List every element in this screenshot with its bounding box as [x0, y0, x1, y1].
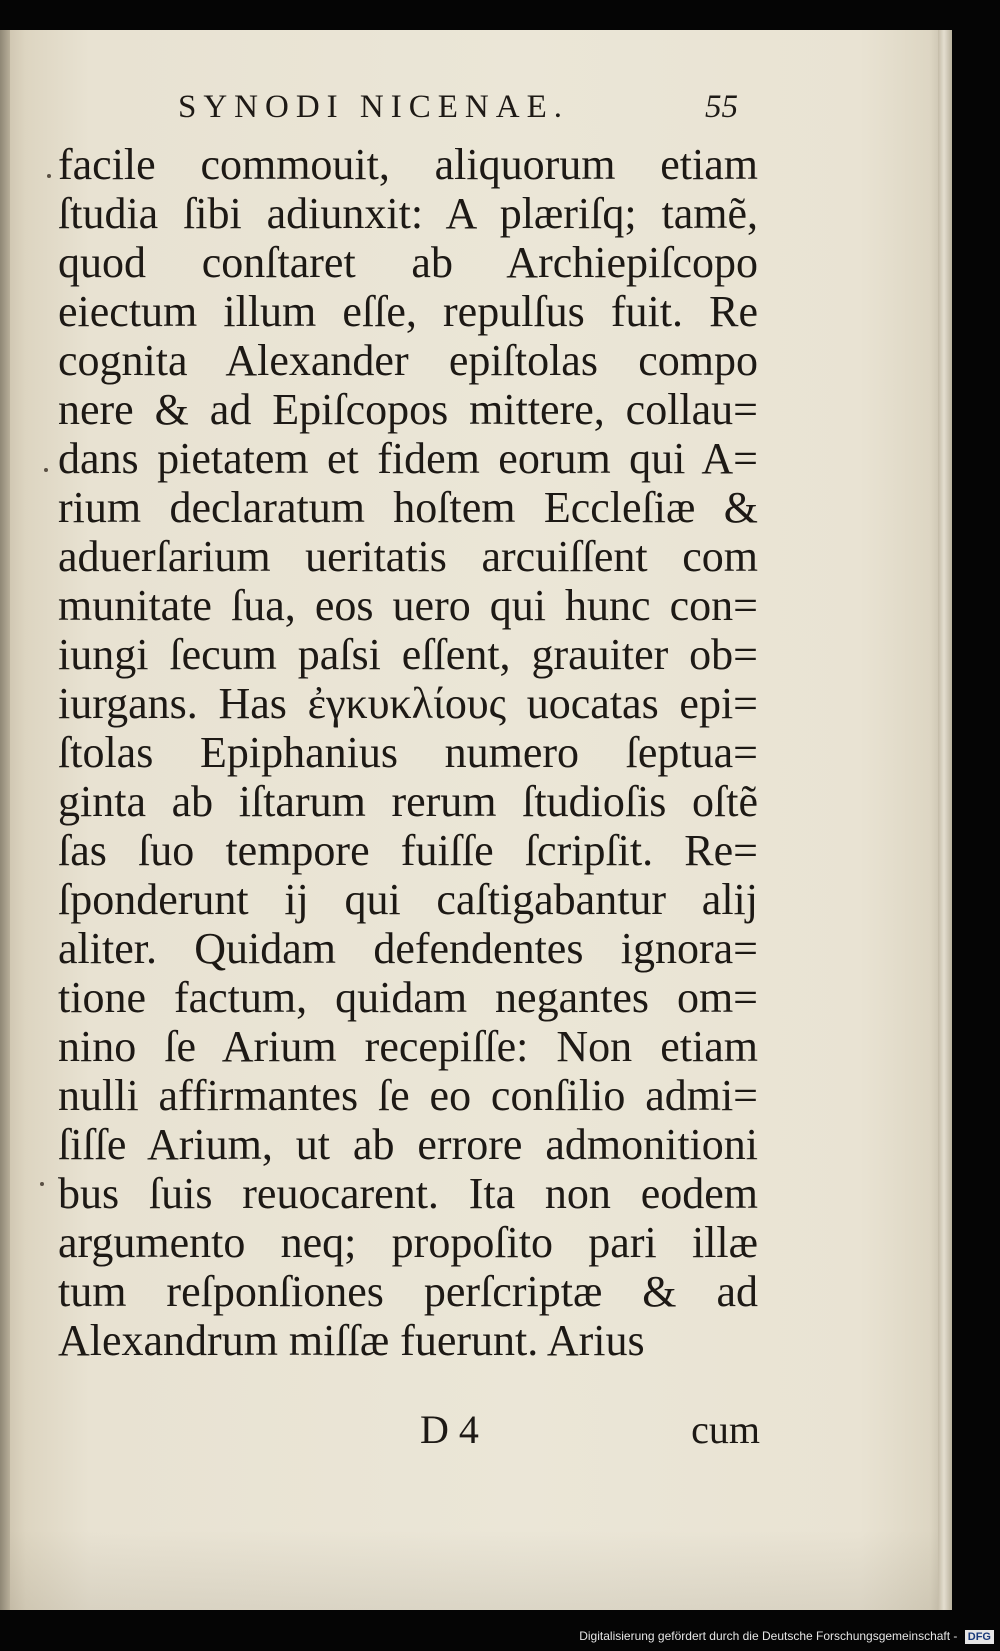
text-line: iungi ſecum paſsi eſſent, grauiter ob=: [58, 630, 758, 679]
text-line: munitate ſua, eos uero qui hunc con=: [58, 581, 758, 630]
text-line: nulli affirmantes ſe eo conſilio admi=: [58, 1071, 758, 1120]
text-line: tum reſponſiones perſcriptæ & ad: [58, 1267, 758, 1316]
digitization-credit: [579, 1627, 994, 1645]
text-line: argumento neq; propoſito pari illæ: [58, 1218, 758, 1267]
text-line: ſtudia ſibi adiunxit: A plæriſq; tamẽ,: [58, 189, 758, 238]
text-line: tione factum, quidam negantes om=: [58, 973, 758, 1022]
text-line: nino ſe Arium recepiſſe: Non etiam: [58, 1022, 758, 1071]
running-title: SYNODI NICENAE.: [178, 89, 569, 125]
text-line: quod conſtaret ab Archiepiſcopo: [58, 238, 758, 287]
text-line: ſiſſe Arium, ut ab errore admonitioni: [58, 1120, 758, 1169]
text-line: dans pietatem et fidem eorum qui A=: [58, 434, 758, 483]
text-line: Alexandrum miſſæ fuerunt. Arius: [58, 1316, 645, 1365]
catchword: cum: [691, 1407, 760, 1452]
margin-mark: [47, 174, 51, 178]
margin-mark: [44, 468, 48, 472]
page-edge: [938, 30, 952, 1610]
text-line: cognita Alexander epiſtolas compo: [58, 336, 758, 385]
text-line: eiectum illum eſſe, repulſus fuit. Re: [58, 287, 758, 336]
text-line: aduerſarium ueritatis arcuiſſent com: [58, 532, 758, 581]
text-line: ſponderunt ij qui caſtigabantur alij: [58, 875, 758, 924]
dfg-logo: DFG: [965, 1630, 994, 1644]
text-line: bus ſuis reuocarent. Ita non eodem: [58, 1169, 758, 1218]
text-line: nere & ad Epiſcopos mittere, collau=: [58, 385, 758, 434]
text-line: ſas ſuo tempore fuiſſe ſcripſit. Re=: [58, 826, 758, 875]
text-line: ſtolas Epiphanius numero ſeptua=: [58, 728, 758, 777]
margin-mark: [40, 1182, 44, 1186]
text-line: aliter. Quidam defendentes ignora=: [58, 924, 758, 973]
text-line: ginta ab iſtarum rerum ſtudioſis oſtẽ: [58, 777, 758, 826]
page-header: [178, 84, 738, 130]
credit-text: Digitalisierung gefördert durch die Deutsche Forschungsgemeinschaft -: [579, 1629, 958, 1643]
text-line: rium declaratum hoſtem Eccleſiæ &: [58, 483, 758, 532]
body-text: [58, 140, 758, 1365]
text-line: facile commouit, aliquorum etiam: [58, 140, 758, 189]
text-line: iurgans. Has ἐγκυκλίους uocatas epi=: [58, 679, 758, 728]
signature-mark: D 4: [420, 1407, 479, 1452]
page-gutter: [0, 30, 10, 1610]
folio-number: 55: [705, 89, 738, 125]
page-footer: [420, 1402, 760, 1458]
